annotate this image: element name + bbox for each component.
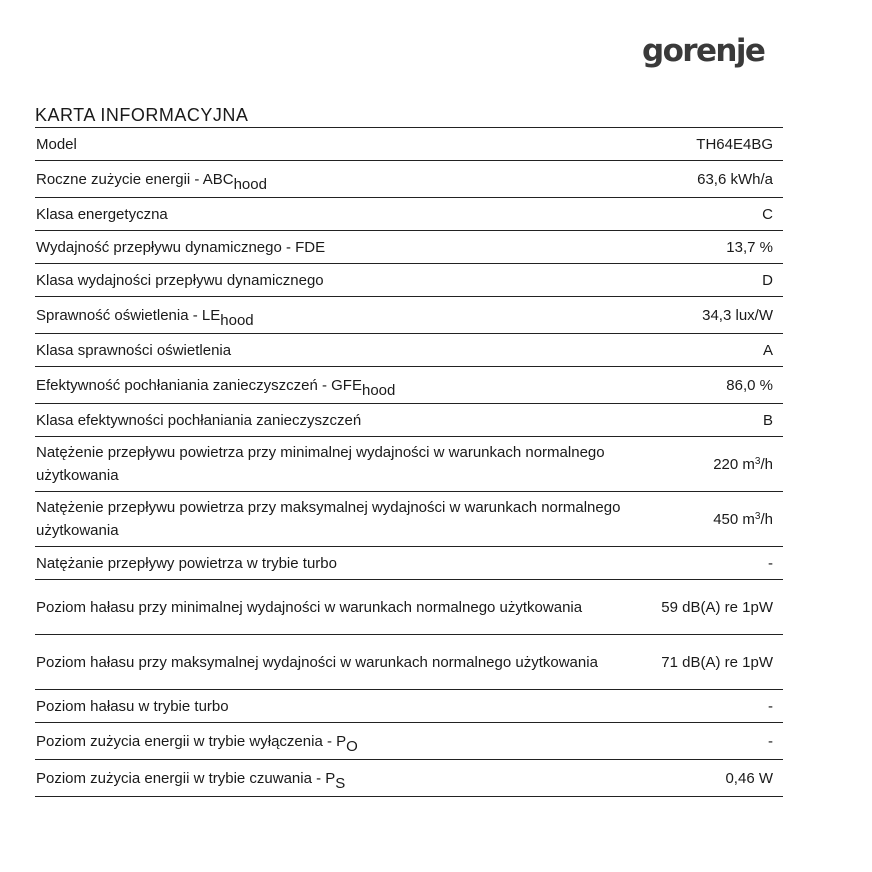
row-label: Poziom hałasu w trybie turbo	[36, 697, 229, 715]
row-label: Klasa wydajności przepływu dynamicznego	[36, 271, 324, 289]
table-row	[35, 198, 783, 231]
row-label: Roczne zużycie energii - $ABC_{hood}$	[36, 170, 267, 193]
table-row	[35, 690, 783, 723]
row-value: 0,46 W	[725, 769, 773, 787]
table-row	[35, 367, 783, 404]
row-label: Klasa efektywności pochłaniania zanieczyszczeń	[36, 411, 362, 429]
row-value: 450 $m^3/h$	[713, 510, 773, 528]
table-row	[35, 404, 783, 437]
superscript: 3	[754, 455, 761, 467]
subscript: S	[335, 774, 346, 792]
row-value: 220 $m^3/h$	[713, 455, 773, 473]
table-row	[35, 492, 783, 547]
product-information-sheet	[35, 104, 783, 797]
row-label: Wydajność przepływu dynamicznego - FDE	[36, 238, 326, 256]
table-row	[35, 547, 783, 580]
row-value: B	[762, 411, 773, 429]
row-value: 34,3 lux/W	[702, 306, 773, 324]
superscript: 3	[754, 510, 761, 522]
sheet-title: KARTA INFORMACYJNA	[35, 104, 783, 128]
table-row	[35, 128, 783, 161]
subscript: O	[346, 737, 358, 755]
row-label: Poziom hałasu przy minimalnej wydajności w warunkach normalnego użytkowania	[36, 598, 583, 616]
table-row	[35, 231, 783, 264]
gorenje-logo: gorenje	[642, 33, 765, 69]
row-value: -	[768, 697, 773, 715]
row-value: 13,7 %	[726, 238, 773, 256]
row-label: Natężenie przepływu powietrza przy minimalnej wydajności w warunkach normalnego użytkowania	[36, 444, 605, 484]
table-row	[35, 760, 783, 797]
row-label: Efektywność pochłaniania zanieczyszczeń - $GFE_{hood}$	[36, 376, 396, 399]
table-row	[35, 161, 783, 198]
row-label: Klasa energetyczna	[36, 205, 168, 223]
subscript: hood	[233, 175, 267, 193]
row-value: -	[768, 554, 773, 572]
row-label: Natężanie przepływy powietrza w trybie turbo	[36, 554, 337, 572]
row-label: Natężenie przepływu powietrza przy maksymalnej wydajności w warunkach normalnego użytkowania	[36, 499, 621, 539]
subscript: hood	[220, 311, 254, 329]
table-row	[35, 437, 783, 492]
row-value: 63,6 kWh/a	[697, 170, 773, 188]
row-label: Model	[36, 135, 77, 153]
row-value: 86,0 %	[726, 376, 773, 394]
row-value: D	[762, 271, 773, 289]
row-label: Poziom hałasu przy maksymalnej wydajności w warunkach normalnego użytkowania	[36, 653, 598, 671]
table-row	[35, 264, 783, 297]
row-value: C	[762, 205, 773, 223]
row-value: A	[762, 341, 773, 359]
row-value: 59 dB(A) re 1pW	[661, 598, 773, 616]
table-row	[35, 334, 783, 367]
row-label: Poziom zużycia energii w trybie wyłączenia - $P_O$	[36, 732, 358, 755]
table-row	[35, 297, 783, 334]
subscript: hood	[361, 381, 396, 399]
row-label: Poziom zużycia energii w trybie czuwania - $P_S$	[36, 769, 346, 792]
row-label: Sprawność oświetlenia - $LE_{hood}$	[36, 306, 254, 329]
row-value: -	[768, 732, 773, 750]
row-label: Klasa sprawności oświetlenia	[36, 341, 232, 359]
row-value: TH64E4BG	[696, 135, 773, 153]
table-row	[35, 635, 783, 690]
table-row	[35, 723, 783, 760]
row-value: 71 dB(A) re 1pW	[661, 653, 773, 671]
table-row	[35, 580, 783, 635]
